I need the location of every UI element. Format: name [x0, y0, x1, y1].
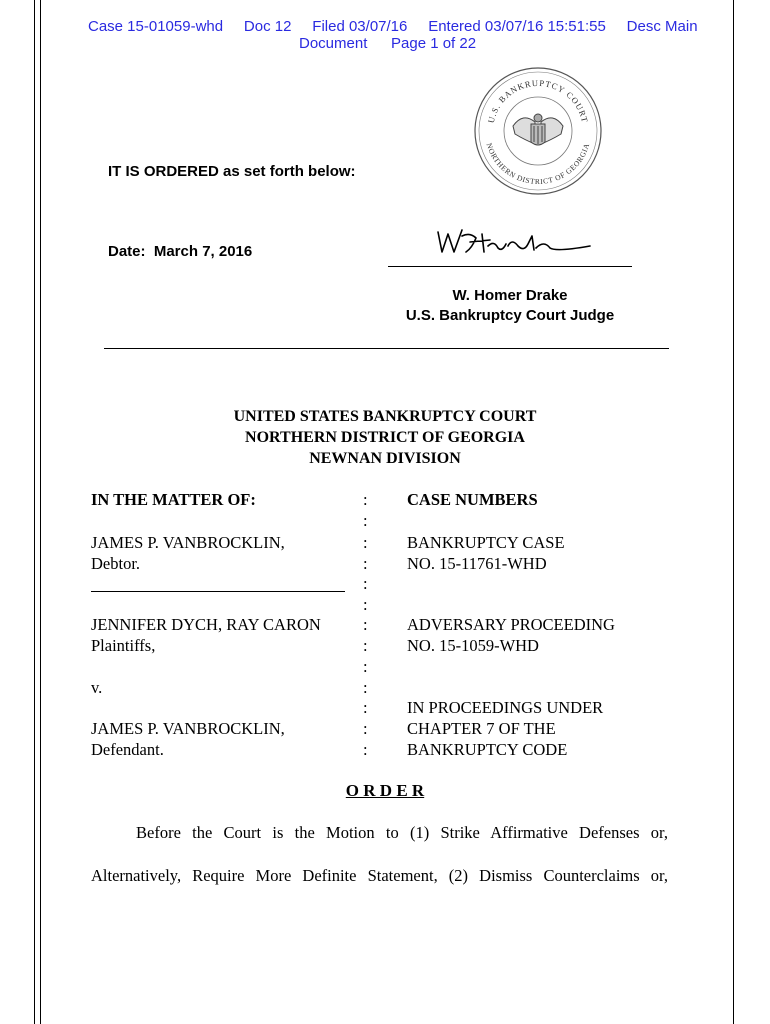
case-numbers-heading: CASE NUMBERS — [407, 490, 538, 509]
judge-signature — [432, 222, 592, 264]
caption-colon: : — [363, 740, 368, 759]
versus: v. — [91, 678, 103, 697]
caption-colon: : — [363, 719, 368, 738]
svg-text:NORTHERN DISTRICT OF GEORGIA: NORTHERN DISTRICT OF GEORGIA — [484, 141, 592, 187]
order-paragraph-line-2-text: Alternatively, Require More Definite Statement, (2) Dismiss Counterclaims or, — [91, 866, 668, 885]
proceedings-under-line-2: CHAPTER 7 OF THE — [407, 719, 556, 738]
it-is-ordered-text: IT IS ORDERED as set forth below: — [108, 163, 356, 180]
signature-line — [388, 266, 632, 267]
proceedings-under-line-1: IN PROCEEDINGS UNDER — [407, 698, 604, 717]
caption-colon: : — [363, 511, 368, 530]
order-paragraph-line-1-text: Before the Court is the Motion to (1) Strike Affirmative Defenses or, — [136, 823, 668, 842]
ecf-header-page: Page 1 of 22 — [391, 35, 477, 52]
caption-colon: : — [363, 595, 368, 614]
order-paragraph-line-2 — [91, 866, 668, 886]
judge-title: U.S. Bankruptcy Court Judge — [405, 307, 615, 324]
in-the-matter-of: IN THE MATTER OF: — [91, 490, 256, 509]
bankruptcy-case-number: NO. 15-11761-WHD — [407, 554, 547, 573]
proceedings-under-line-3: BANKRUPTCY CODE — [407, 740, 568, 759]
caption-colon: : — [363, 533, 368, 552]
right-border-line — [733, 0, 734, 1024]
caption-colon: : — [363, 698, 368, 717]
left-border-line-inner — [40, 0, 41, 1024]
court-division: NEWNAN DIVISION — [309, 450, 461, 467]
caption-colon: : — [363, 490, 368, 509]
order-date: Date: March 7, 2016 — [108, 243, 253, 260]
ecf-header-line-1: Case 15-01059-whd Doc 12 Filed 03/07/16 Entered 03/07/16 15:51:55 Desc Main — [88, 18, 698, 35]
defendant-name: JAMES P. VANBROCKLIN, — [91, 719, 285, 738]
svg-text:U.S. BANKRUPTCY COURT: U.S. BANKRUPTCY COURT — [485, 77, 591, 124]
caption-colon: : — [363, 657, 368, 676]
caption-colon: : — [363, 615, 368, 634]
order-title: O R D E R — [345, 781, 425, 800]
caption-colon: : — [363, 678, 368, 697]
caption-colon: : — [363, 636, 368, 655]
adversary-proceeding-label: ADVERSARY PROCEEDING — [407, 615, 615, 634]
left-border-line-outer — [34, 0, 35, 1024]
debtor-role: Debtor. — [91, 554, 141, 573]
caption-separator-line — [91, 591, 345, 592]
ecf-header-document: Document — [299, 35, 368, 52]
plaintiffs-role: Plaintiffs, — [91, 636, 156, 655]
adversary-proceeding-number: NO. 15-1059-WHD — [407, 636, 539, 655]
court-district: NORTHERN DISTRICT OF GEORGIA — [245, 429, 525, 446]
caption-colon: : — [363, 574, 368, 593]
bankruptcy-case-label: BANKRUPTCY CASE — [407, 533, 565, 552]
judge-name: W. Homer Drake — [452, 287, 568, 304]
section-divider — [104, 348, 669, 349]
court-name: UNITED STATES BANKRUPTCY COURT — [233, 408, 537, 425]
debtor-name: JAMES P. VANBROCKLIN, — [91, 533, 285, 552]
bankruptcy-court-seal — [471, 64, 605, 198]
order-paragraph-line-1 — [91, 823, 668, 843]
plaintiffs-names: JENNIFER DYCH, RAY CARON — [91, 615, 321, 634]
defendant-role: Defendant. — [91, 740, 164, 759]
caption-colon: : — [363, 554, 368, 573]
